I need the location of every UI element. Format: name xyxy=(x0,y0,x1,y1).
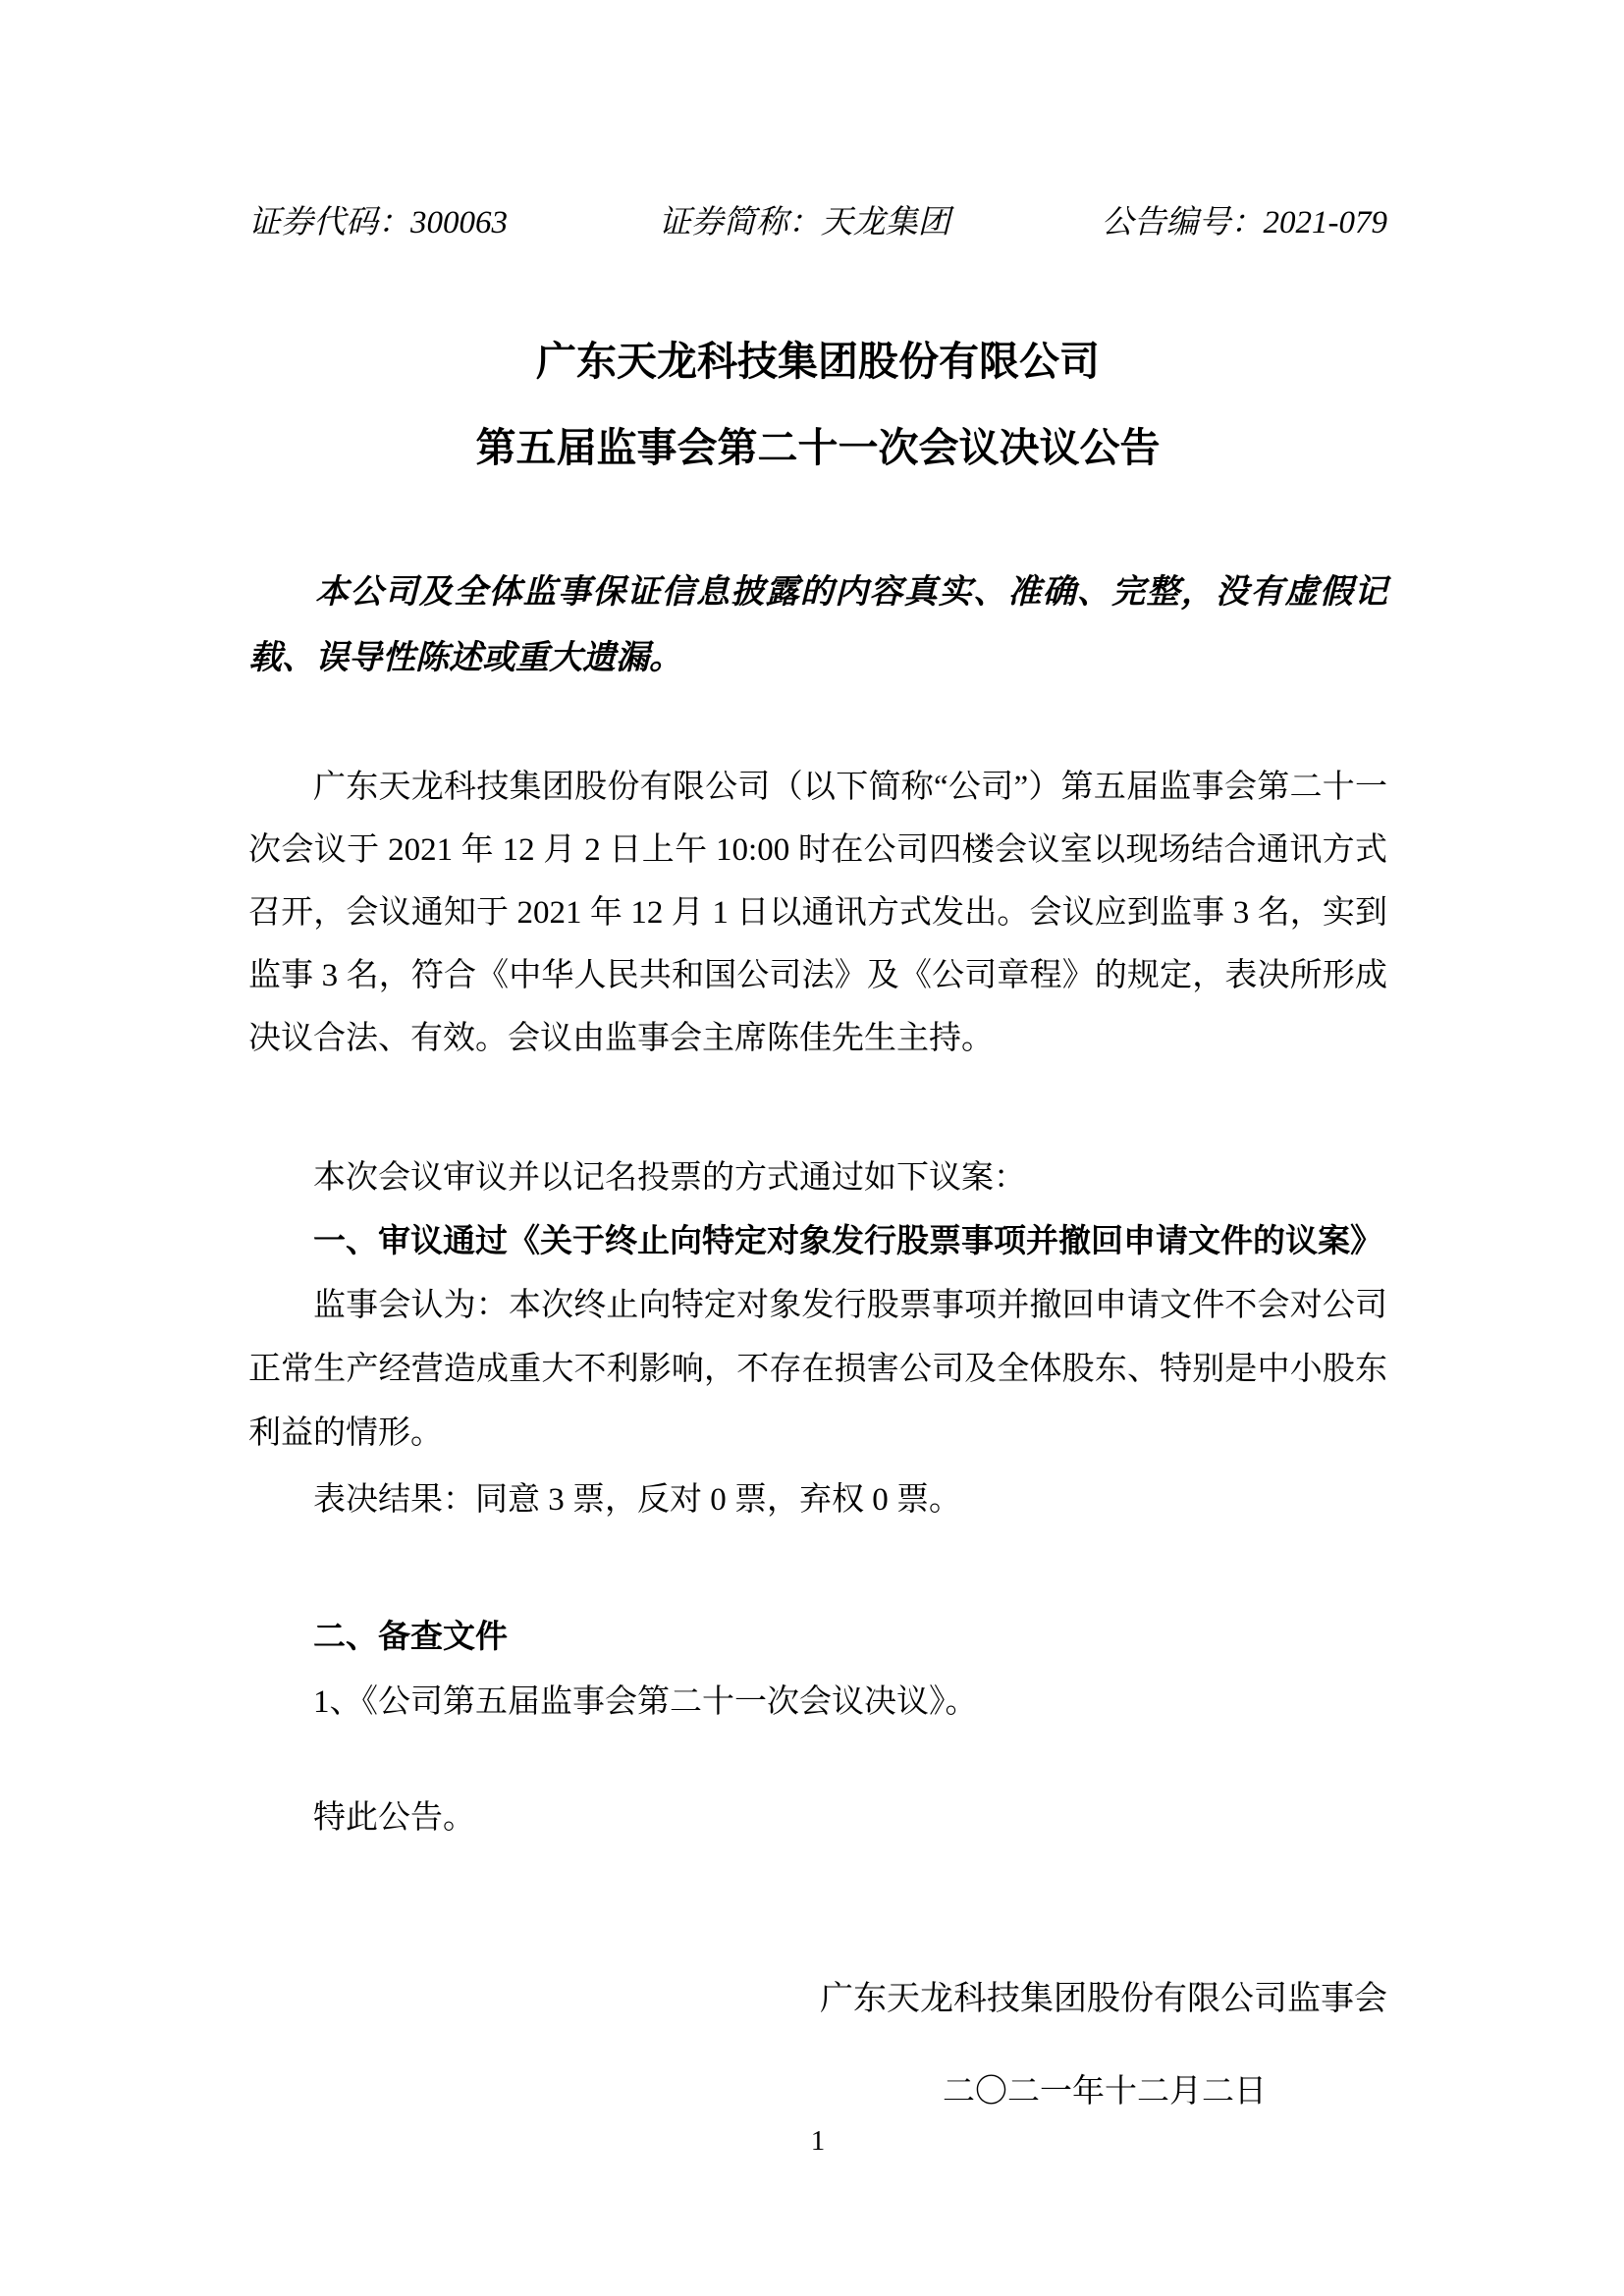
closing-line: 特此公告。 xyxy=(313,1800,475,1836)
section-2-heading: 二、备查文件 xyxy=(313,1620,508,1655)
announcement-number: 公告编号：2021-079 xyxy=(1101,205,1387,240)
meeting-details-paragraph: 广东天龙科技集团股份有限公司（以下简称“公司”）第五届监事会第二十一次会议于 2021 年 12 月 2 日上午 10:00 时在公司四楼会议室以现场结合通讯方式召开，会议通知于 2021 年 12 月 1 日以通讯方式发出。会议应到监事 3 名，实到监事 3 名，符合《中华人民共和国公司法》及《公司章程》的规定，表决所形成决议合法、有效。会议由监事会主席陈佳先生主持。 xyxy=(248,770,1387,1056)
stock-code: 证券代码：300063 xyxy=(248,205,508,240)
resolution-1-opinion: 监事会认为：本次终止向特定对象发行股票事项并撤回申请文件不会对公司正常生产经营造成重大不利影响，不存在损害公司及全体股东、特别是中小股东利益的情形。 xyxy=(248,1288,1387,1451)
vote-result-line: 表决结果：同意 3 票，反对 0 票，弃权 0 票。 xyxy=(313,1482,961,1518)
company-name-title: 广东天龙科技集团股份有限公司 xyxy=(536,339,1100,384)
signature-date: 二〇二一年十二月二日 xyxy=(943,2074,1267,2109)
page-number: 1 xyxy=(810,2125,826,2157)
reference-document-item: 1、《公司第五届监事会第二十一次会议决议》。 xyxy=(313,1684,978,1720)
resolution-1-heading: 一、审议通过《关于终止向特定对象发行股票事项并撤回申请文件的议案》 xyxy=(313,1224,1382,1259)
signature-company: 广东天龙科技集团股份有限公司监事会 xyxy=(820,1981,1387,2017)
disclaimer-statement: 本公司及全体监事保证信息披露的内容真实、准确、完整，没有虚假记载、误导性陈述或重大遗漏。 xyxy=(248,574,1387,676)
announcement-title: 第五届监事会第二十一次会议决议公告 xyxy=(475,425,1161,470)
stock-abbr: 证券简称：天龙集团 xyxy=(658,205,950,240)
document-content xyxy=(248,0,1387,2296)
proposals-intro-line: 本次会议审议并以记名投票的方式通过如下议案： xyxy=(313,1160,1026,1196)
document-header xyxy=(248,196,1387,242)
